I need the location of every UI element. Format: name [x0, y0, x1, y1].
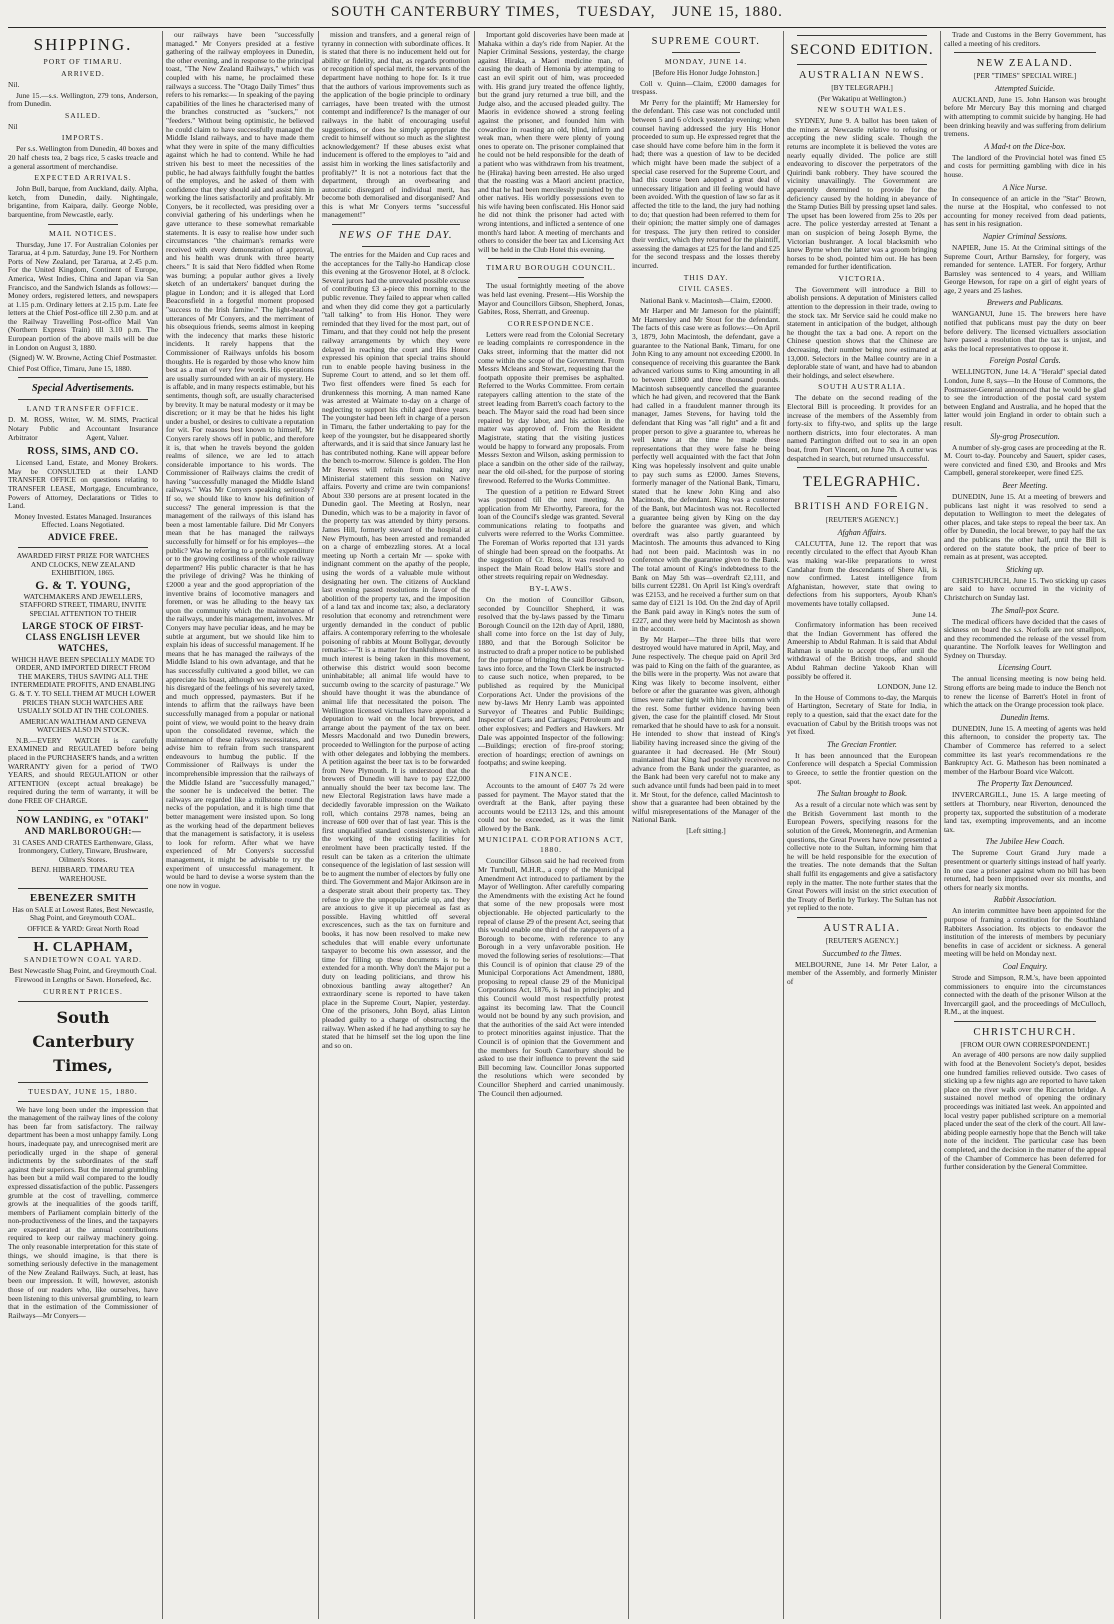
divider — [797, 467, 927, 468]
mca-text: Councillor Gibson said he had received from Mr Turnbull, M.H.R., a copy of the Municipal Amendment Act introduced to parliament by the Mayor of Wellington. After carefully comparing the Amendments with the existing Act he found that some of the new proposals were most objectionable. He objected particularly to the repeal of clause 29 of the present Act, seeing that this would enable one third of the ratepayers of a Borough to become, with reference to any Borough in a very unfavorable position. He moved the following series of resolutions:—That this Council is of opinion that clause 29 of the Municipal Corporations Act Amendment, 1880, proposing to repeal clause 29 of the Municipal Corporations Act, 1876, is bad in principle; and this Council would most respectfully protest against its becoming law. That the Council would not be bound by any such provision, and that the authorities of the said Act were intended to protect minorities against injustice. That the Council is of opinion that the Government and the members for South Canterbury should be asked to use their influence to prevent the said Bill becoming law. Councillor Jonas supported the resolutions which were seconded by Councillor Shepherd and carried unanimously. The Council then adjourned. — [478, 856, 624, 1098]
column-6 — [787, 31, 937, 1619]
nz-sub: [PER "TIMES" SPECIAL WIRE.] — [973, 71, 1077, 81]
masthead-date: JUNE 15, 1880. — [672, 4, 783, 20]
court-judge: [Before His Honor Judge Johnston.] — [652, 68, 760, 77]
divider — [18, 399, 148, 400]
leader-continued: our railways have been "successfully managed." Mr Conyers presided at a festive gathering of the railway employees in Dunedin, the other evening, and in response to the principal toast, "The New Zealand Railways," which was coupled with his name, he proclaimed these railways a success. The "Otago Daily Times" thus refers to his remarks:— In speaking of the paying capabilities of the lines he characterised many of the branches constructed as "suckers," not "feeders." Without being optimistic, he believed he could claim to have successfully managed the Middle Island railways, and to have made them what they were in spite of the many difficulties against which he had to contend. While he had striven his best to meet the necessities of the public, he had always faithfully fought the battles of the employes, and he asked of them with confidence that they should aid and assist him in working the lines satisfactorily and profitably. Mr Conyers, be it recollected, was presiding over a convivial gathering of his underlings when he gave utterance to these somewhat remarkable statements. It is easy to realise how under such circumstances "the chairman's remarks were received with every demonstration of approval, and his health was drunk with three hearty cheers." It is said that Nero fiddled when Rome was burning; a popular author gives a lively sketch of an undertakers' banquet during the plague in London; and it is alleged that Lord Beaconsfield in a forgetful moment proposed "success to the Irish famine." The light-hearted utterances of Mr Conyers, and the merriment of his obsequious friends, seems almost in keeping with the indecency that marks these historic incidents. It rarely happens that the Commissioner of Railways unfolds his bosom thoughts. He is regarded by those who know him best as a man of very few words. His operations are usually surrounded with an air of mystery. He is affable, and in many respects estimable, but his sentiments, though soft, are usually characterised by brevity. It may be natural modesty or it may be discretion; or it may be that he hides his light under a bushel, or desires to cultivate a reputation for wit. For reasons best known to himself, Mr Conyers rarely shows off in public, and therefore it is, that when he travels beyond the golden realms of silence, we are led to attach considerable importance to his words. The Commissioner of Railways claims the credit of having "successfully managed the Middle Island railways." Was Mr Conyers speaking seriously? If so, we should like to know his definition of success? The general impression is that the management of the railways of this island has been a most lamentable failure. Did Mr Conyers mean that he has managed the railways successfully for himself or for his employes—the public? Was he referring to a prolific expenditure or to the growing costliness of the whole railway department? His public character is that he has the privilege of driving? Was he thinking of £2000 a year and the good appropriation of the inventive brains of locomotive managers and foremen, or was he alluding to the heavy tax upon the community which the maintenance of the railways, under his management, involves. Mr Conyers may have peculiar ideas, and he may be subtle at argument, but we should like him to explain his ideas of successful management. If he means that he has managed the railways of the Middle Island to his own advantage, and that he has successfully cultivated a good billet, we can appreciate his boast, although we may not admire his disregard of the feelings of his severely taxed, and much oppressed, paymasters. But if he intends to affirm that the railways have been successfully managed from a popular or national point of view, we would point to the heavy drain upon the consolidated revenue, which the maintenance of these railways necessitates, and advise him to refrain from such transparent endeavours to humbug the public. If the Commissioner of Railways is under the incomprehensible impression that the railways of the Middle Island are "successfully managed," the sooner he is undeceived the better. The railways are regarded like a millstone round the necks of the population, and it is high time that better management were insisted upon. So long as the working head of the department believes that the management is satisfactory, it is useless to look for reform. After what we have experienced of Mr Conyers's successful management, it might be advisable to try the experiment of unsuccessful management. It would be hard to devise a worse system than the one now in vogue. — [166, 31, 314, 890]
postal-cards-heading: Foreign Postal Cards. — [989, 356, 1061, 366]
mail-heading: MAIL NOTICES. — [49, 228, 117, 238]
sailed-nil: Nil — [8, 121, 18, 131]
australian-news-heading: AUSTRALIAN NEWS. — [798, 70, 926, 81]
succumbed-heading: Succumbed to the Times. — [822, 948, 902, 958]
brewers-heading: Brewers and Publicans. — [986, 298, 1064, 308]
divider — [672, 52, 740, 53]
ross-sims-heading: ROSS, SIMS, AND CO. — [27, 446, 139, 458]
divider — [18, 810, 148, 811]
imports-heading: IMPORTS. — [61, 133, 105, 143]
column-5 — [632, 31, 780, 1619]
beer-meeting-text: DUNEDIN, June 15. At a meeting of brewers and publicans last night it was resolved to send a deputation to Wellington to meet the delegates of other places, and take steps to repeal the beer tax. An offer by Dunedin, the local brewer, to pay half the tax and the publicans the other half, until the Bill is ordered on the statute book, the price of beer to remain as at present, was accepted. — [944, 491, 1106, 562]
divider — [18, 888, 148, 889]
telegraphic-heading: TELEGRAPHIC. — [802, 474, 922, 491]
suicide-text: AUCKLAND, June 15. John Hanson was brought before Mr Mercury Bay this morning and charged with attempting to commit suicide by hanging. He had been drinking heavily and was suffering from delirium tremens. — [944, 94, 1106, 139]
column-divider — [940, 31, 941, 1619]
jubilee-text: The Supreme Court Grand Jury made a presentment or quarterly sittings instead of half yearly. In one case a prisoner against whom no bill has been returned, had been imprisoned over six months, and others for nearly six months. — [944, 848, 1106, 892]
afghan-text-3: In the House of Commons to-day, the Marquis of Hartington, Secretary of State for India, in reply to a question, said that the exact date for the evacuation of Cabul by the British troops was not yet fixed. — [787, 692, 937, 737]
napier-text: NAPIER, June 15. At the Criminal sittings of the Supreme Court, Arthur Barnsley, for forgery, was remanded for sentence. LATER. For forgery, Arthur Barnsley was sentenced to 4 years, and William George Hewson, for rape on a girl of eight years of age, 2 years and 25 lashes. — [944, 242, 1106, 295]
divider — [362, 246, 430, 247]
land-transfer-heading: LAND TRANSFER OFFICE. — [26, 404, 140, 414]
young-stock: LARGE STOCK OF FIRST-CLASS ENGLISH LEVER WATCHES, — [22, 620, 144, 653]
landing-heading: NOW LANDING, ex "OTAKI" AND MARLBOROUGH:— — [16, 814, 150, 836]
divider — [18, 1082, 148, 1083]
arrived-text: June 15.—s.s. Wellington, 279 tons, Anderson, from Dunedin. — [8, 90, 158, 109]
coal-inquiry-text: Strode and Simpson, R.M.'s, have been appointed commissioners to enquire into the circumstances connected with the death of the prisoner Wilson at the Invercargill gaol, and the proceedings of McCulloch, R.M., at the inquest. — [944, 972, 1106, 1017]
divider — [18, 1001, 148, 1002]
london-dateline: LONDON, June 12. — [877, 682, 937, 692]
divider — [827, 496, 897, 497]
news-of-day-heading: NEWS OF THE DAY. — [338, 230, 454, 242]
divider — [954, 1021, 1096, 1022]
sims-name: W. M. SIMS, Practical Accountant Insurance Agent, Valuer. — [86, 415, 158, 442]
ross-name: D. M. ROSS, Writer, Notary Public and Arbitrator — [8, 415, 80, 442]
nurse-heading: A Nice Nurse. — [1002, 182, 1048, 192]
clapham-text: Best Newcastle Shag Point, and Greymouth Coal. Firewood in Lengths or Sawn. Horsefeed, &c. — [9, 966, 157, 984]
smallpox-text: The medical officers have decided that the cases of sickness on board the s.s. Norfolk are not smallpox, and they recommended the release of the vessel from quarantine. The Norfolk leaves for Wellington and Sydney on Thursday. — [944, 616, 1106, 660]
this-day-heading: THIS DAY. — [683, 272, 729, 282]
smith-heading: EBENEZER SMITH — [29, 891, 137, 904]
expected-text: John Bull, barque, from Auckland, daily. Alpha, ketch, from Dunedin, daily. Nightingale, brigantine, from Kaipara, daily. George Noble, barquentine, from Newcastle, early. — [8, 184, 158, 219]
sly-grog-heading: Sly-grog Prosecution. — [990, 431, 1060, 441]
property-tax-text: INVERCARGILL, June 15. A large meeting of settlers at Thornbury, near Riverton, denounced the property tax, supported the substitution of a moderate land tax, exempting improvements, and an income tax. — [944, 790, 1106, 834]
smith-text: Has on SALE at Lowest Rates, Best Newcastle, Shag Point, and Greymouth COAL. — [12, 904, 154, 923]
british-foreign-heading: BRITISH AND FOREIGN. — [794, 502, 930, 513]
land-transfer-names — [8, 416, 158, 444]
supreme-court-heading: SUPREME COURT. — [651, 36, 761, 47]
paper-name-heading: South Canterbury Times, — [32, 1007, 134, 1075]
divider — [518, 277, 584, 278]
column-divider — [318, 31, 319, 1619]
grecian-frontier-heading: The Grecian Frontier. — [827, 739, 897, 749]
afghan-text-2: Confirmatory information has been received that the Indian Government has offered the Ameership to Abdul Rahman. It is said that Abdul Rahman is unable to accept the offer until the withdrawal of the British troops, and should Abdul Rahman decline Yakoob Khan will possibly be offered it. — [787, 620, 937, 681]
beer-meeting-heading: Beer Meeting. — [1002, 480, 1048, 490]
per-wakatipu: (Per Wakatipu at Wellington.) — [817, 93, 907, 103]
council-text-2: The question of a petition re Edward Street was postponed till the next meeting. An application from Mr Elworthy, Pareora, for the loan of the Council's sledge was granted. Several communications relating to footpaths and culverts were referred to the Works Committee. The Foreman of Works reported that 131 yards of shingle had been spread on the footpaths. At the suggestion of Cr. Ross, it was resolved to inspect the Main Road below Hall's store and other streets requiring repair on Wednesday. — [478, 486, 624, 582]
mad-heading: A Mad-t on the Dice-box. — [984, 141, 1066, 151]
nb-notice: N.B.—EVERY WATCH is carefully EXAMINED and REGULATED before being placed in the PURCHASER'S hands, and a written WARRANTY given for a period of TWO YEARS, and should REGULATION or other ATTENTION (except actual breakage) be required during the term of warranty, it will be done FREE OF CHARGE. — [8, 735, 158, 806]
date-june-14: June 14. — [912, 609, 937, 619]
sticking-up-text: CHRISTCHURCH, June 15. Two sticking up cases are said to have occurred in the vicinity of Christchurch on Sunday last. — [944, 575, 1106, 602]
case-2-text: Mr Harper and Mr Jameson for the plaintiff; Mr Hamersley and Mr Stout for the defendant. The facts of this case were as follows:—On April 3, 1879, John Macintosh, the defendant, gave a guarantee to the National Bank, Timaru, for one John King to any amount not exceeding £2000. In consequence of receiving this guarantee the Bank advanced various sums to King amounting in all to between £1800 and three thousand pounds. Macintosh subsequently cancelled the guarantee which he had given, and recovered that the Bank had called in a fraudulent manner through its manager, James Stevens, for having told the defendant that King was "all right" and a fit and proper person to give a guarantee to, whereas he well knew at the time he made these representations that they were false he being perfectly well acquainted with the fact that John King was hopelessly insolvent and quite unable to pay such sums as £2000. James Stevens, formerly manager of the National Bank, Timaru, stated that he knew John King and also Macintosh, the defendant. King was a customer of the Bank, but Macintosh was not. Recollected a guarantee being given by King on the day before the guarantee was given, and which overdraft was also partly guaranteed by Macintosh. The amounts thus advanced to King had not been paid. Macintosh was in no conference with the guarantee given to the Bank. The total amount of King's indebtedness to the Bank on May 5th was—overdraft £2,111, and bills current £2281. On April 1st King's overdraft was £2153, and he received a further sum on that same day of £121 1s 10d. On the 2nd day of April the Bank paid away in King's notes the sum of £227, and they were held by Macintosh as shown in the account. — [632, 306, 780, 634]
victoria-heading: VICTORIA. — [838, 273, 886, 283]
afghan-text: CALCUTTA, June 12. The report that was recently circulated to the effect that Ayoub Khan was making war-like preparations to wrest Candahar from the descendants of Shere Ali, is now confirmed. Latest intelligence from Afghanistan, however, state that owing to defections from his supporters, Ayoub Khan's movements have totally collapsed. — [787, 538, 937, 608]
news-of-day-text: The entries for the Maiden and Cup races and the acceptances for the Tally-ho Handicap close this evening at the Grosvenor Hotel, at 8 o'clock. Several jurors had the unrevealed possible excuse of contributing £3 a-piece this morning to the public revenue. They failed to appear when called and when they did come they got a particularly "tall talking" to from His Honor. They were reminded that they lived for the most part, out of Timaru, and that they could not help the present railway arrangements by which they were delayed in reaching the court and His Honor expressed his opinion that special trains should run to enable people having business in the Supreme Court to attend, and so let them off. Two first offenders were fined 5s each for drunkenness this morning. A man named Kane was arrested at Waimate to-day on a charge of neglecting to support his child aged three years. The youngster had been left in charge of a person in Timaru, the father undertaking to pay for the keep of the youngster, but he disappeared shortly afterwards, and it is said that since January last he has contributed nothing. Kane will appear before the bench to-morrow. Silence is golden. The Hon Mr Reeves will refrain from making any Ministerial statement this session on Native affairs. Poverty and crime are twin companions! About 330 persons are at present located in the Dunedin gaol. The Meeting at Roslyn, near Dunedin, which was to be a majority in favor of the property tax was attended by thirty persons. James Hill, formerly steward of the hospital at New Plymouth, has been arrested and remanded on a charge of embezzling stores. At a local meeting up North a certain Mr — spoke with indignant comment on the apathy of the people, using the words of a valuable mule without designating her own. The citizens of Auckland last evening passed resolutions in favor of the abolition of the property tax, and the imposition of a land tax and income tax; also, a declaratory resolution that economy and retrenchment were urgently demanded in the conduct of public affairs. A contemporary referring to the wholesale poisoning of rabbits at Mount Bollygar, devoutly remarks:—"It is a matter for thankfulness that so much interest is being taken in this movement, otherwise this district would soon become uninhabitable; all animal life would have to succumb owing to the scarcity of pasturage." We should have thought it was the abundance of animal life that necessitated the poison. The Wellington licensed victuallers have appointed a deputation to wait on the local brewers, and arrange about the payment of the tax on beer. Messrs Macdonald and two Dunedin brewers, proceeded to Wellington for the purpose of acting with other delegates and lobbying the members. A petition against the beer tax is to be forwarded from New Plymouth. It is understood that the brewers of Dunedin will have to pay £22,000 annually should the beer tax become law. The new Electoral Registration laws have made a decidedly favorable impression on the Waikato roll, which contains 2978 names, being an increase of 600 over that of last year. This is the first unqualified standard consistency in which the working of the existing facilities for enrolment have been practically tested. If the result can be taken as a criterion the ultimate consequence of the legislation of last session will be to augment the number of electors by fully one third. The Government and Major Atkinson are in a desperate strait about their property tax. They refuse to give the unpopular article up, and they are anxious to give it up piecemeal as fast as possible. Having whittled off several excrescences, such as the tax on furniture and books, it has now been resolved to make new schedules that will enable every unfortunate taxpayer to become his own assessor, and the time for filling up these documents is to be extended for a month. Why don't the Major put a duty on leading politicians, and throw his obnoxious bantling away altogether? An extraordinary scene is reported to have taken place in the Supreme Court, Napier, yesterday. One of the prisoners, John Boyd, alias Linton pleaded guilty to a charge of obstructing the railway. When asked if he had anything to say he stated that he himself set the log upon the line and so on. — [322, 250, 470, 1050]
leader-article: We have long been under the impression that the management of the railway lines of the colony has been far from satisfactory. The railway department has been a most unhappy family. Long hours, inadequate pay, and unrecognised merit are periodically urged in the shape of general indictments by the subordinates of the staff against their superiors. But the internal grumbling has been but a mild wail compared to the loudly expressed dissatisfaction of the public. Passengers grumble at the cost of travelling, commerce growls at the inequalities of the goods tariff, members of Parliament complain bitterly of the non-productiveness of the lines, and the taxpayers are exasperated at the annual contributions required to keep our railway machinery going. The only reasonable interpretation for this state of things, we should imagine, is that there is something seriously defective in the management of the New Zealand Railways. Such, at least, has been our impression. It will, however, astonish those of our readers who, like ourselves, have been listening to this universal grumbling, to learn that in the estimation of the Commissioner of Railways—Mr Conyers— — [8, 1104, 158, 1320]
case-2-text-2: By Mr Harper—The three bills that were destroyed would have matured in April, May, and June respectively. The cheque paid on April 3rd was paid to King on the faith of the guarantee, as the bills were in the property. Was not aware that King was likely to become insolvent, either before or after the guarantee was given, although times were rather tight with him, in common with the rest. Some further evidence having been given, the case for the plaintiff closed. Mr Stout remarked that he should have to ask for a nonsuit. He intended to show that instead of King's liability having increased since the giving of the guarantee it had decreased. He (Mr Stout) maintained that King had positively received no advance from the Bank under the guarantee, as the Bank had been very careful not to make any such advance until funds had been paid in to meet it. Mr Stout, for the defence, called Macintosh to show that a guarantee had been obtained by the wilful misrepresentations of the Manager of the National Bank. — [632, 634, 780, 825]
ross-sims-text-2: Money Invested. Estates Managed. Insurances Effected. Loans Negotiated. — [14, 511, 152, 530]
sly-grog-text: A number of sly-grog cases are proceeding at the R. M. Court to-day. Pounceby and Sauert, spider cases, were convicted and fined £30, and Brooks and Mrs Campbell, general storekeeper, were fined £25. — [944, 442, 1106, 478]
mad-text: The landlord of the Provincial hotel was fined £5 and costs for permitting gambling with dice in his house. — [944, 152, 1106, 179]
ross-sims-text: Licensed Land, Estate, and Money Brokers. May be CONSULTED at their LAND TRANSFER OFFICE on questions relating to TRANSFER LEASE, Mortgage, Encumbrance, Powers of Attorney, Declarations or Titles to Land. — [8, 458, 158, 511]
rabbit-text: An interim committee have been appointed for the purpose of framing a constitution for the Southland Rabbiters Association. Its objects to endeavor the institution of the interests of members by pecuniary benefits in case of accident or sickness. A general meeting will be held on Monday next. — [944, 906, 1106, 959]
office-yard: OFFICE & YARD: Great North Road — [27, 923, 139, 933]
sultan-heading: The Sultan brought to Book. — [816, 789, 908, 799]
waltham-notice: AMERICAN WALTHAM AND GENEVA WATCHES ALSO IN STOCK. — [19, 716, 147, 735]
south-australia-heading: SOUTH AUSTRALIA. — [818, 382, 906, 392]
nz-heading: NEW ZEALAND. — [976, 58, 1074, 70]
finance-text: Accounts to the amount of £407 7s 2d were passed for payment. The Mayor stated that the overdraft at the Bank, after paying these accounts would be £2113 12s, and this amount could not be exceeded, as it was the limit allowed by the Bank. — [478, 780, 624, 833]
masthead-day: TUESDAY, — [577, 4, 656, 20]
property-tax-heading: The Property Tax Denounced. — [977, 779, 1073, 789]
imports-text: Per s.s. Wellington from Dunedin, 40 boxes and 20 half chests tea, 2 bags rice, 5 casks treacle and a general assortment of merchandise. — [8, 144, 158, 171]
christchurch-heading: CHRISTCHURCH. — [973, 1026, 1077, 1038]
smallpox-heading: The Small-pox Scare. — [990, 605, 1060, 615]
leader-end: mission and transfers, and a general reign of tyranny in connection with subordinate offices. It is stated that there is no inducement held out for ability or fidelity, and that, as regards promotion or recognition of special merit, the servants of the department have nothing to hope for. Is it true that the authors of various improvements such as the application of the bogie principle to ordinary carriages, have been treated with the utmost contempt and indifference? Is the manager of our railways in the habit of encouraging useful suggestions, or does he simply appropriate the credit to himself without so much as the slightest acknowledgement? If these abuses exist what inducement is offered to the employes to "aid and assist him in working the lines satisfactorily and profitably?" It is not a notorious fact that the department, through an overbearing and autocratic disregard of individual merit, has become both demoralised and disorganised? And this is what Mr Conyers terms "successful management!" — [322, 31, 470, 220]
divider — [18, 1101, 148, 1102]
hibbard-signature: BENJ. HIBBARD. TIMARU TEA WAREHOUSE. — [31, 865, 135, 883]
shipping-heading: SHIPPING. — [33, 35, 133, 54]
jubilee-heading: The Jubilee Hew Coach. — [985, 837, 1065, 847]
second-edition-heading: SECOND EDITION. — [790, 42, 934, 58]
succumbed-text: MELBOURNE, June 14. Mr Peter Lalor, a member of the Assembly, and formerly Minister of — [787, 959, 937, 986]
australia-heading: AUSTRALIA. — [823, 922, 901, 934]
mail-signature: (Signed) W. W. Browne, Acting Chief Postmaster. — [9, 353, 157, 363]
napier-heading: Napier Criminal Sessions. — [982, 231, 1068, 241]
current-prices: CURRENT PRICES. — [43, 986, 123, 996]
paper-date: TUESDAY, JUNE 15, 1880. — [28, 1086, 138, 1096]
column-4 — [478, 31, 624, 1619]
mail-text: Thursday, June 17. For Australian Colonies per Tararua, at 4 p.m. Saturday, June 19. For Northern Ports of New Zealand, per Tararua, at 2.45 p.m. For the United Kingdom, Continent of Europe, America, West Indies, China and Japan via San Francisco, and the Sandwich Islands as follows:— Money orders, registered letters, and newspapers at 1.15 p.m. Ordinary letters at 2.15 p.m. Late fee letters at the Chief Post-office till 2.30 p.m. and at the Railway Travelling Post-office Mail Van (Northern Express Train) till 3.10 p.m. The European portion of the above mails will be due in London on August 3, 1880. — [8, 239, 158, 352]
young-heading: G. & T. YOUNG, — [35, 577, 131, 592]
case-1: Coll v. Quinn—Claim, £2000 damages for trespass. — [632, 78, 780, 97]
licensing-text: The annual licensing meeting is now being held. Strong efforts are being made to induce the Bench not to renew the license of Barrett's Hotel in front of which the attack on the Orange procession took place. — [944, 674, 1106, 710]
mca-heading: MUNICIPAL CORPORATIONS ACT, 1880. — [478, 835, 624, 855]
reuters-agency-2: [REUTER'S AGENCY.] — [825, 935, 899, 945]
correspondence-heading: CORRESPONDENCE. — [507, 318, 595, 328]
divider — [18, 377, 148, 378]
rabbit-heading: Rabbit Association. — [993, 895, 1057, 905]
bylaws-text: On the motion of Councillor Gibson, seconded by Councillor Shepherd, it was resolved that the by-laws passed by the Timaru Borough Council on the 12th day of April, 1880, shall come into force on the 1st day of July, 1880, and that the Borough Solicitor be instructed to draft a proper notice to be published for the purpose of bringing the said Borough by-laws into force, and the Town Clerk be instructed to cause such notice, when prepared, to be published as required by the Municipal Corporations Act. Under the provisions of the new by-laws Mr Henry Lamb was appointed Surveyor of Theatres and Public Buildings; Inspector of Carts and Carriages; Petroleum and other explosives; and Pedlers and Hawkers. Mr Dale was appointed Inspector of the following:—Buildings; erection of fire-proof storing; erection of hoardings; erection of awnings on footpaths; and swine keeping. — [478, 595, 624, 768]
sailed-heading: SAILED. — [65, 110, 101, 120]
advice-free: ADVICE FREE. — [47, 531, 118, 542]
victoria-text: The Government will introduce a Bill to abolish pensions. A deputation of Ministers called attention to the depression in their trade, owing to the stock tax. Mr Service said he could make no statement in anticipation of the budget, although he thought the tax a bad one. A report on the Chinese question shows that the Chinese are decreasing, their number being now estimated at 13,000. Selectors in the Mallee country are in a deplorable state of want, and have had to abandon their holdings, and select elsewhere. — [787, 284, 937, 380]
dunedin-items-heading: Dunedin Items. — [1000, 712, 1050, 722]
dunedin-items-text: DUNEDIN, June 15. A meeting of agents was held this afternoon, to consider the property tax. The Chamber of Commerce has referred to a select committee its last year's recommendations re the Bankruptcy Act. G. Matheson has been nominated a member of the Harbour Board vice Walcott. — [944, 723, 1106, 776]
column-divider — [628, 31, 629, 1619]
divider — [797, 35, 927, 36]
left-sitting: [Left sitting.] — [686, 825, 726, 835]
column-1 — [8, 31, 158, 1619]
christchurch-sub: [FROM OUR OWN CORRESPONDENT.] — [960, 1039, 1090, 1049]
bylaws-heading: BY-LAWS. — [529, 584, 573, 594]
young-sub: WATCHMAKERS AND JEWELLERS, STAFFORD STREET, TIMARU, INVITE SPECIAL ATTENTION TO THEIR — [19, 591, 147, 618]
divider — [332, 224, 460, 225]
afghan-heading: Afghan Affairs. — [837, 527, 887, 537]
coal-inquiry-heading: Coal Enquiry. — [1002, 961, 1048, 971]
divider — [18, 547, 148, 548]
brewers-text: WANGANUI, June 15. The brewers here have notified that publicans must pay the duty on beer before delivery. The licensed victuallers association have passed a resolution that the tax is unjust, and asks the local representatives to oppose it. — [944, 309, 1106, 353]
column-divider — [783, 31, 784, 1619]
masthead-rule — [8, 27, 1106, 28]
sticking-up-heading: Sticking up. — [1006, 564, 1044, 574]
award-notice: AWARDED FIRST PRIZE FOR WATCHES AND CLOCKS, NEW ZEALAND EXHIBITION, 1865. — [16, 550, 150, 578]
south-australia-text: The debate on the second reading of the Electoral Bill is proceeding. It provides for an increase of the members of the Assembly from forty-six to fifty-two, and splits up the large northern districts, into four electorates. A man named Partington drifted out to sea in an open boat, from Port Vincent, on June 7th. A cutter was despatched in search, but returned unsuccessful. — [787, 393, 937, 463]
divider — [797, 917, 927, 918]
column-divider — [474, 31, 475, 1619]
grecian-frontier-text: It has been announced that the European Conference will despatch a Special Commission to Greece, to settle the frontier question on the spot. — [787, 750, 937, 786]
young-text: WHICH HAVE BEEN SPECIALLY MADE TO ORDER, AND IMPORTED DIRECT FROM THE MAKERS, THUS SAVING ALL THE INTERMEDIATE PROFITS, AND ENABLING G. & T. Y. TO SELL THEM AT MUCH LOWER PRICES THAN SUCH WATCHES ARE USUALLY SOLD AT IN THE COLONIES. — [10, 654, 156, 716]
by-telegraph: [BY TELEGRAPH.] — [831, 83, 893, 92]
christchurch-text: An average of 400 persons are now daily supplied with food at the Benevolent Society's depot, besides one hundred families relieved outside. Two cases of sticking up a few nights ago are reported to have taken place on the river walk over the Riccarton bridge. A sustained novel method of opening the ordinary proceedings was initiated last week. An appointed and local vestry paper published scripture on a memorial placed under the seat of the clerk of the court. All law-abiding people earnestly hope that the Bench will take note of the incident. The particular case has been completed, and the decision in the matter of the appeal of the Chamber of Commerce has been deferred for further consideration by the General Committee. — [944, 1050, 1106, 1172]
finance-heading: FINANCE. — [529, 769, 573, 779]
civil-cases-heading: CIVIL CASES. — [678, 285, 734, 293]
case-1-text: Mr Perry for the plaintiff; Mr Hamersley for the defendant. This case was not concluded until between 5 and 6 o'clock yesterday evening; when counsel having addressed the jury His Honor proceeded to sum up. He expressed regret that the case should have come before him in the form it had; there was a question of law to be decided which might have been made the subject of a special case reserved for the Supreme Court, and had this course been adopted a great deal of unnecessary litigation and ill feeling would have been avoided. With the question of law so far as it affected the title to the land, the jury had nothing to do; that question had been referred to them for their opinion; the matter simply one of damages for trespass. The jury then retired to consider their verdict, which they returned for the plaintiff, assessing the damages at £25 for the land and £25 for the second trespass and the losses thereby incurred. — [632, 97, 780, 271]
council-text: The usual fortnightly meeting of the above was held last evening. Present—His Worship the Mayor and Councillors Gibson, Shepherd, Jonas, Gabites, Ross, Sherratt, and Greenup. — [478, 281, 624, 317]
mail-signature-2: Chief Post Office, Timaru, June 15, 1880. — [8, 363, 132, 373]
divider — [954, 52, 1096, 53]
column-divider — [162, 31, 163, 1619]
clapham-sub: SANDIETOWN COAL YARD. — [24, 955, 142, 965]
arrived-heading: ARRIVED. — [61, 69, 105, 78]
column-7 — [944, 31, 1106, 1619]
reuters-agency: [REUTER'S AGENCY.] — [825, 515, 899, 525]
clapham-heading: H. CLAPHAM, — [33, 940, 133, 956]
divider — [48, 224, 118, 225]
nsw-text: SYDNEY, June 9. A ballot has been taken of the miners at Newcastle relative to refusing or accepting the new sliding scale. Though the returns are incomplete it is believed the votes are nearly equally divided. The police are still endeavoring to discover the perpetrators of the Quirindi bank robbery. They have scoured the vicinity unavailingly. The Government are apparently determined to provide for the deficiency caused by the holding in abeyance of the Stamp Duties Bill by pressing upset land sales. The upset has been lowered from 25s to 20s per acre. The police yesterday arrested at Tenant a man on suspicion of being Joseph Byrne, the Victorian bushranger. A local blacksmith who knew Byrne when the latter was a groom bringing horses to be shod, pointed him out. He has been remanded for further identification. — [787, 116, 937, 272]
case-2: National Bank v. Macintosh—Claim, £2000. — [640, 295, 773, 305]
landing-text: 31 CASES AND CRATES Earthenware, Glass, Ironmongery, Cutlery, Tinware, Brushware, Oilmen's Stores. — [12, 837, 154, 864]
masthead-paper-name: SOUTH CANTERBURY TIMES, — [331, 4, 561, 20]
court-date: MONDAY, JUNE 14. — [664, 57, 748, 66]
news-continued: Important gold discoveries have been made at Mahaka within a day's ride from Napier. At the Napier Criminal Sessions, yesterday, the charge against Hiraka, a Maori medicine man, of causing the death of Hemonia by attempting to cast an evil spirit out of him, was proceeded with. His grand jury treated the offence lightly, but the grand jury returned a true bill, and the Judge also, and the accused pleaded guilty. The Maoris in evidence showed a strong feeling against the prisoner, and founded him with cowardice in roasting an old, blind, infirm and weak man, when there were plenty of young ones to operate on. The prisoner complained that he could not be held responsible for the death of a patient who was withdrawn from his treatment, he (Hiraka) having been arrested. He also urged that the roasting was a Maori ancient practice, and that he had been mercilessly punished by the other natives. His worldly possessions even to his wife having been confiscated. His Honor said he did not think the prisoner had acted with wrong intentions, and inflicted a sentence of one month's hard labor. A meeting of merchants and others to consider the beer tax and Licensing Act will be held in the Club Hotel this evening. — [478, 31, 624, 254]
suicide-heading: Attempted Suicide. — [995, 83, 1055, 93]
trade-customs-text: Trade and Customs in the Berry Government, has called a meeting of his creditors. — [944, 31, 1106, 48]
port-heading: PORT OF TIMARU. — [43, 57, 123, 66]
correspondence-text: Letters were read from the Colonial Secretary re leading complaints re correspondence in the Oaks street, informing that the matter did not come within the scope of the Government. From Messrs Mcleans and Stewart, requesting that the footpath opposite their premises be asphalted. Referred to the Works Committee. From certain ratepayers calling attention to the state of the street leading from Barrett's coach factory to the beach. The Mayor said the road had been since repaired by day labor, and his action in the matter was approved of. From the Resident Magistrate, stating that the visiting justices would be happy to forward any proposals. From Messrs Sexton and Wilson, asking permission to place a sandbin on the other side of the railway, near the old oil-shed, for the purpose of storing firewood. Referred to the Works Committee. — [478, 329, 624, 485]
arrived-nil: Nil. — [8, 80, 20, 89]
divider — [797, 64, 927, 65]
divider — [18, 937, 148, 938]
masthead — [0, 0, 1114, 26]
nsw-heading: NEW SOUTH WALES. — [817, 105, 907, 115]
special-ads-heading: Special Advertisements. — [31, 383, 135, 395]
column-2 — [166, 31, 314, 1619]
expected-heading: EXPECTED ARRIVALS. — [34, 173, 132, 183]
nurse-text: In consequence of an article in the "Star" Brown, the nurse at the Hospital, who confessed to not accounting for money received from dead patients, has sent in his resignation. — [944, 193, 1106, 229]
licensing-heading: Licensing Court. — [998, 663, 1052, 673]
council-heading: TIMARU BOROUGH COUNCIL. — [486, 263, 616, 273]
divider — [488, 258, 614, 259]
column-3 — [322, 31, 470, 1619]
postal-cards-text: WELLINGTON, June 14. A "Herald" special dated London, June 8, says—In the House of Commons, the Postmaster-General announced that he would be glad to see the introduction of the postal card system between England and Australia, and he hoped that the latter would join England in order to obtain such a result. — [944, 367, 1106, 428]
sultan-text: As a result of a circular note which was sent by the British Government last month to the European Powers, specifying reasons for the solution of the Greek, Montenegrin, and Armenian questions, the Great Powers have now presented a collective note to the Sultan, informing him that he will be held responsible for the execution of the treaties. The note demands that the Sultan shall fulfil its engagements and give a satisfactory reply in the matter. The note further states that the Great Powers will insist on the strict execution of the Treaty of Berlin by Turkey. The Sultan has not yet replied to the note. — [787, 800, 937, 913]
